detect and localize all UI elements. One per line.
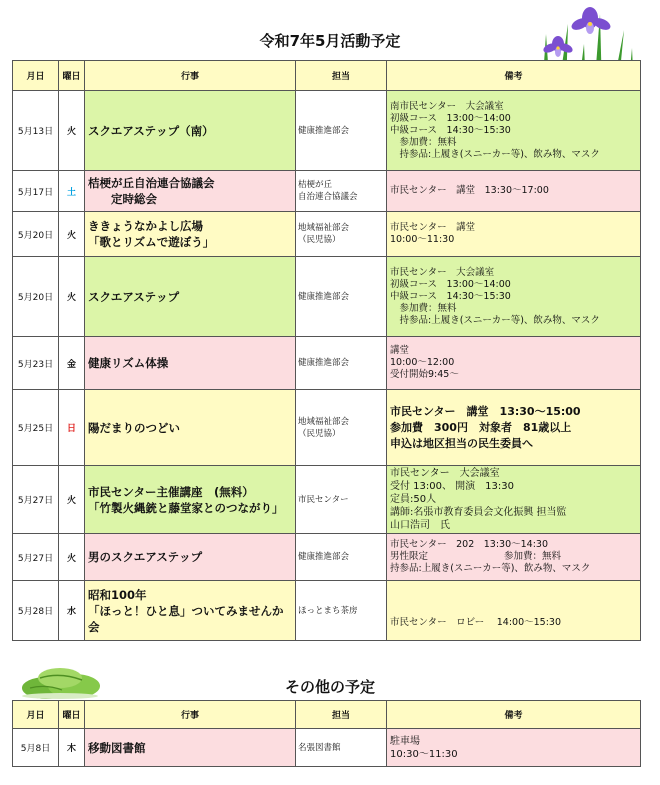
table-row xyxy=(13,390,641,466)
row-dow: 火 xyxy=(59,91,85,171)
row-staff: 名張図書館 xyxy=(296,729,387,767)
row-event: 移動図書館 xyxy=(85,729,296,767)
row-staff: ほっとまち茶房 xyxy=(296,581,387,641)
header-staff: 担当 xyxy=(296,61,387,91)
row-date: 5月20日 xyxy=(13,212,59,257)
row-date: 5月25日 xyxy=(13,390,59,466)
row-staff: 地域福祉部会 （民児協） xyxy=(296,390,387,466)
row-staff: 桔梗が丘 自治連合協議会 xyxy=(296,171,387,212)
row-dow: 日 xyxy=(59,390,85,466)
row-date: 5月28日 xyxy=(13,581,59,641)
row-staff: 健康推進部会 xyxy=(296,91,387,171)
header-event: 行事 xyxy=(85,701,296,729)
table-header-row xyxy=(13,61,641,91)
row-event: スクエアステップ xyxy=(85,257,296,337)
page-title: 令和7年5月活動予定 xyxy=(259,32,401,50)
row-event: スクエアステップ（南） xyxy=(85,91,296,171)
row-note: 市民センター 大会議室 受付 13:00、 開演 13:30 定員:50人 講師:名張市教育委員会文化振興 担当監 山口浩司 氏 xyxy=(387,466,641,534)
header-date: 月日 xyxy=(13,61,59,91)
table-row xyxy=(13,91,641,171)
row-note: 市民センター 講堂 10:00～11:30 xyxy=(387,212,641,257)
row-staff: 健康推進部会 xyxy=(296,257,387,337)
table-row xyxy=(13,534,641,581)
table-row xyxy=(13,212,641,257)
row-event: 市民センター主催講座 (無料） 「竹製火縄銃と藤堂家とのつながり」 xyxy=(85,466,296,534)
row-dow: 土 xyxy=(59,171,85,212)
table-row xyxy=(13,257,641,337)
row-event: 健康リズム体操 xyxy=(85,337,296,390)
header-note: 備考 xyxy=(387,61,641,91)
header-event: 行事 xyxy=(85,61,296,91)
row-note: 市民センター 202 13:30～14:30 男性限定 参加費：無料 持参品:上履き(スニーカー等)、飲み物、マスク xyxy=(387,534,641,581)
table-row xyxy=(13,337,641,390)
other-schedule-title: その他の予定 xyxy=(284,678,375,696)
row-dow: 火 xyxy=(59,212,85,257)
row-note: 駐車場 10:30～11:30 xyxy=(387,729,641,767)
row-staff: 地域福祉部会 （民児協） xyxy=(296,212,387,257)
row-date: 5月27日 xyxy=(13,534,59,581)
header-date: 月日 xyxy=(13,701,59,729)
row-date: 5月13日 xyxy=(13,91,59,171)
header-note: 備考 xyxy=(387,701,641,729)
table-row xyxy=(13,466,641,534)
header-staff: 担当 xyxy=(296,701,387,729)
row-dow: 金 xyxy=(59,337,85,390)
table-row xyxy=(13,729,641,767)
row-event: 男のスクエアステップ xyxy=(85,534,296,581)
row-dow: 火 xyxy=(59,257,85,337)
row-staff: 健康推進部会 xyxy=(296,337,387,390)
row-note: 市民センター ロビー 14:00～15:30 xyxy=(387,581,641,641)
row-date: 5月20日 xyxy=(13,257,59,337)
row-date: 5月8日 xyxy=(13,729,59,767)
row-date: 5月27日 xyxy=(13,466,59,534)
row-note: 南市民センター 大会議室 初級コース 13:00～14:00 中級コース 14:30～15:30 参加費：無料 持参品:上履き(スニーカー等)、飲み物、マスク xyxy=(387,91,641,171)
row-date: 5月17日 xyxy=(13,171,59,212)
schedule-table xyxy=(12,60,641,641)
row-dow: 水 xyxy=(59,581,85,641)
table-header-row xyxy=(13,701,641,729)
other-schedule-table xyxy=(12,700,641,767)
row-note: 講堂 10:00～12:00 受付開始9:45～ xyxy=(387,337,641,390)
header-dow: 曜日 xyxy=(59,701,85,729)
row-note: 市民センター 講堂 13:30～17:00 xyxy=(387,171,641,212)
table-row xyxy=(13,581,641,641)
row-date: 5月23日 xyxy=(13,337,59,390)
row-dow: 木 xyxy=(59,729,85,767)
row-dow: 火 xyxy=(59,466,85,534)
row-staff: 健康推進部会 xyxy=(296,534,387,581)
row-staff: 市民センター xyxy=(296,466,387,534)
row-event: ききょうなかよし広場 「歌とリズムで遊ぼう」 xyxy=(85,212,296,257)
header-dow: 曜日 xyxy=(59,61,85,91)
table-row xyxy=(13,171,641,212)
row-event: 桔梗が丘自治連合協議会 定時総会 xyxy=(85,171,296,212)
row-dow: 火 xyxy=(59,534,85,581)
row-note: 市民センター 大会議室 初級コース 13:00～14:00 中級コース 14:30～15:30 参加費：無料 持参品:上履き(スニーカー等)、飲み物、マスク xyxy=(387,257,641,337)
row-note: 市民センター 講堂 13:30～15:00 参加費 300円 対象者 81歳以上 申込は地区担当の民生委員へ xyxy=(387,390,641,466)
row-event: 昭和100年 「ほっと！ひと息」ついてみませんか会 xyxy=(85,581,296,641)
row-event: 陽だまりのつどい xyxy=(85,390,296,466)
